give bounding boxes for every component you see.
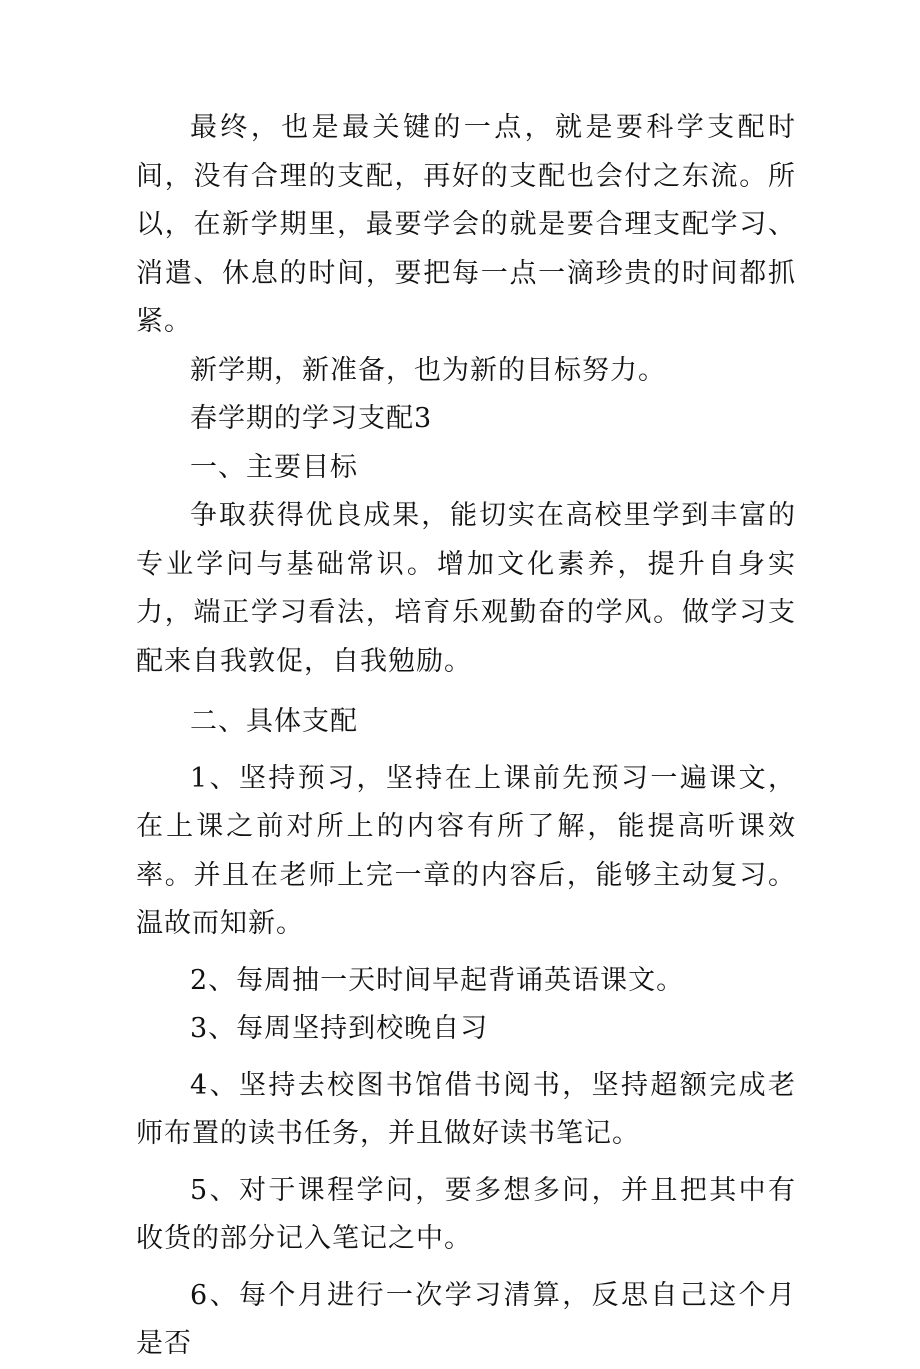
heading-specific-plan: 二、具体支配 [190, 706, 358, 737]
list-item-5: 5、对于课程学问，要多想多问，并且把其中有收货的部分记入笔记之中。 [136, 1174, 796, 1254]
list-item-6: 6、每个月进行一次学习清算，反思自己这个月是否 [136, 1279, 796, 1359]
paragraph-new-semester: 新学期，新准备，也为新的目标努力。 [190, 354, 666, 386]
list-item-2: 2、每周抽一天时间早起背诵英语课文。 [190, 964, 685, 996]
list-item-1: 1、坚持预习，坚持在上课前先预习一遍课文，在上课之前对所上的内容有所了解，能提高听课效率。并且在老师上完一章的内容后，能够主动复习。温故而知新。 [136, 762, 796, 939]
list-item-4: 4、坚持去校图书馆借书阅书，坚持超额完成老师布置的读书任务，并且做好读书笔记。 [136, 1069, 796, 1149]
document-body [136, 104, 796, 1369]
section-title: 春学期的学习支配3 [190, 403, 433, 434]
heading-main-goals: 一、主要目标 [190, 451, 358, 483]
paragraph-goals: 争取获得优良成果，能切实在高校里学到丰富的专业学问与基础常识。增加文化素养，提升自身实力，端正学习看法，培育乐观勤奋的学风。做学习支配来自我敦促，自我勉励。 [136, 500, 796, 677]
paragraph-time-management: 最终，也是最关键的一点，就是要科学支配时间，没有合理的支配，再好的支配也会付之东流。所以，在新学期里，最要学会的就是要合理支配学习、消遣、休息的时间，要把每一点一滴珍贵的时间都抓紧。 [136, 112, 796, 337]
list-item-3: 3、每周坚持到校晚自习 [190, 1013, 489, 1044]
